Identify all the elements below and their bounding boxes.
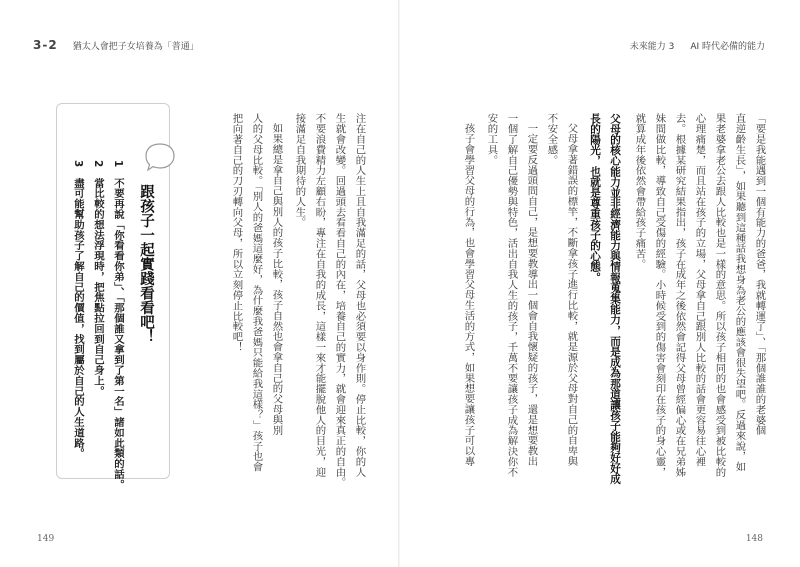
right-page [400, 0, 800, 567]
chapter-title: AI 時代必備的能力 [690, 42, 765, 52]
right-body-line-4: 心理痛楚，而且站在孩子的立場，父母拿自己跟別人比較的話會更容易往心裡 [693, 113, 706, 467]
right-body-line-10: 一定要反過頭問自己，是想要教導出一個會自我懷疑的孩子，還是想要教出 [525, 123, 538, 467]
section-number: 3-2 [33, 38, 58, 52]
sidebar-title: 跟孩子一起實踐看看吧！ [138, 184, 154, 344]
right-body-line-3: 果老婆拿老公去跟人比較也是一樣的意思。所以孩子相同的也會感受到被比較的 [713, 113, 726, 477]
right-body-line-2: 直逆齡生長」，如果聽到這種話我想身為老公的應該會很失望吧。反過來說，如 [733, 113, 746, 472]
left-body-line-7: 把向著自己的刀刃轉向父母，所以立刻停止比較吧！ [230, 113, 243, 353]
sidebar-item-3: 3 盡可能幫助孩子了解自己的價值，找到屬於自己的人生道路。 [72, 160, 84, 459]
section-title: 猶太人會把子女培養為「普通」 [72, 42, 199, 52]
left-body-line-5: 如果總是拿自己與別人的孩子比較，孩子自然也會拿自己的父母與別 [270, 123, 283, 435]
right-body-line-12: 安的工具。 [485, 113, 498, 165]
left-running-head [33, 34, 199, 53]
key-point-heading-line-2: 長的陽光，也就是尊重孩子的心態。 [589, 113, 601, 283]
right-body-line-1: 「要是我能遇到一個有能力的爸爸，我就轉運了」、「那個誰誰的老婆個 [753, 113, 766, 436]
left-body-line-4: 接滿足自我期待的人生。 [293, 113, 306, 228]
right-body-line-13: 孩子會學習父母的行為，也會學習父母生活的方式，如果想要讓孩子可以專 [462, 123, 475, 467]
right-body-line-6: 妹間做比較，導致自己受傷的經驗。小時候受到的傷害會刻印在孩子的身心靈， [653, 113, 666, 477]
left-body-line-1: 注在自己的人生上且自我滿足的話，父母也必須要以身作則。停止比較，你的人 [353, 113, 366, 477]
sidebar-item-1: 1 不要再說「你看看你弟」、「那個誰又拿到了第一名」諸如此類的話。 [112, 160, 124, 490]
sidebar-item-2: 2 當比較的想法浮現時，把焦點拉回到自己身上。 [92, 160, 104, 397]
right-running-head [630, 34, 765, 53]
right-body-line-9: 不安全感。 [545, 113, 558, 165]
chapter-label: 未來能力 3 [629, 42, 675, 52]
left-page-number: 149 [37, 534, 55, 544]
left-body-line-2: 生就會改變。回過頭去看看自己的內在，培養自己的實力，就會迎來真正的自由。 [333, 113, 346, 488]
key-point-heading-line-1: 父母的核心能力並非經濟能力與情報蒐集能力，而是成為那道讓孩子能夠好好成 [609, 113, 621, 484]
left-body-line-3: 不要浪費精力左顧右盼，專注在自我的成長，這樣一來才能擺脫他人的目光，迎 [313, 113, 326, 477]
left-body-line-6: 人的父母比較。「別人的爸媽這麼好，為什麼我爸媽只能給我這樣？」孩子也會 [250, 113, 263, 472]
speech-bubble-icon [143, 140, 177, 174]
right-body-line-7: 就算成年後依然會帶給孩子痛苦。 [633, 113, 646, 269]
right-body-line-11: 一個了解自己優勢與特色，活出自我人生的孩子，千萬不要讓孩子成為解決你不 [505, 113, 518, 477]
right-body-line-5: 去。根據某研究結果指出，孩子在成年之後依然會記得父母曾經偏心或在兄弟姊 [673, 113, 686, 477]
right-body-line-8: 父母拿著錯誤的標竿，不斷拿孩子進行比較，就是源於父母對自己的自卑與 [565, 123, 578, 467]
right-page-number: 148 [745, 534, 763, 544]
